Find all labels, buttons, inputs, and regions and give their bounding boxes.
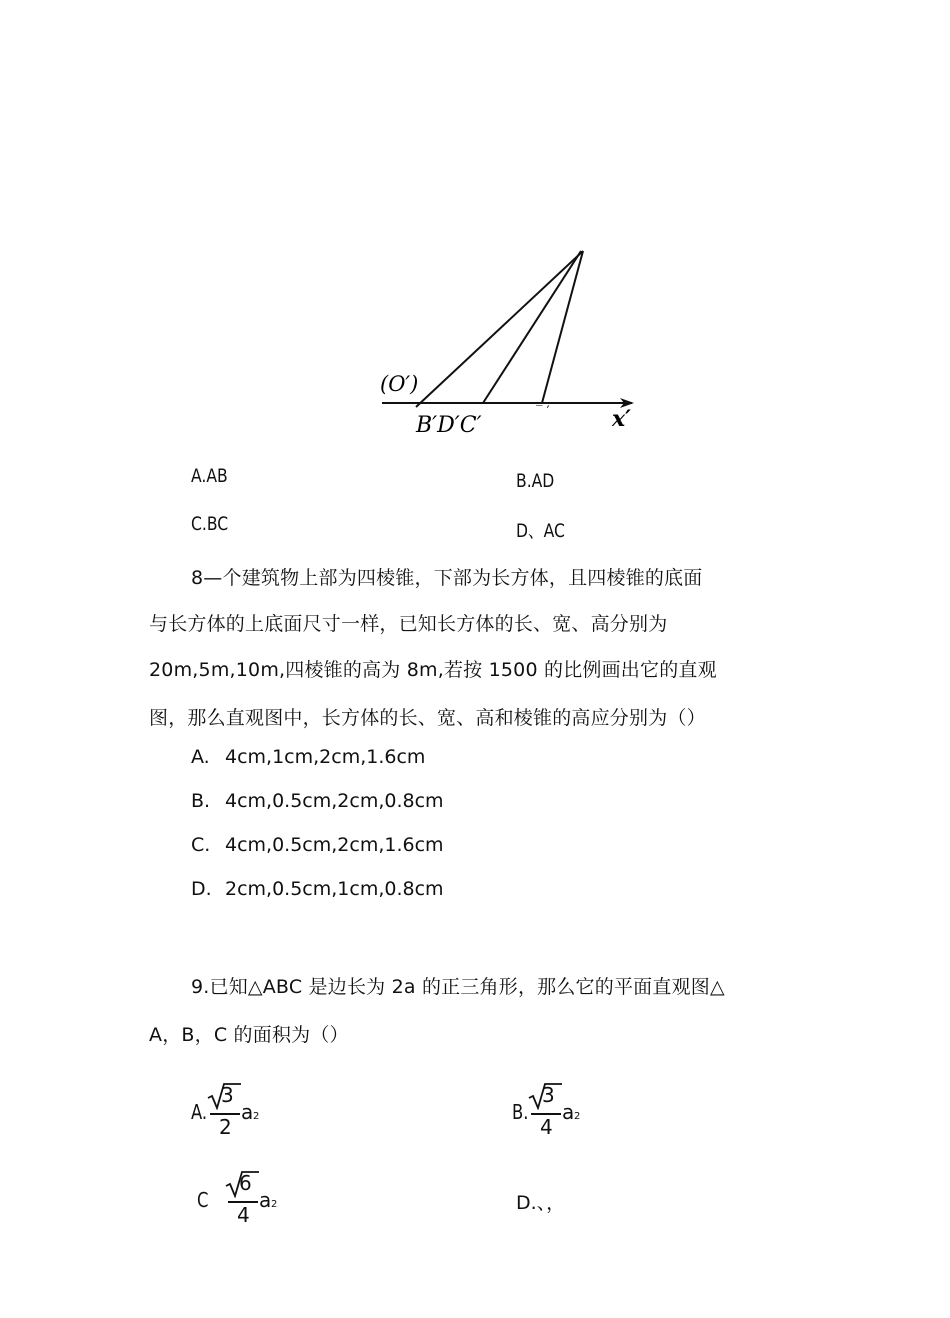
option-letter: D. xyxy=(191,878,212,900)
q9-option-c[interactable] xyxy=(197,1166,287,1228)
q9-option-b[interactable] xyxy=(512,1080,602,1140)
q9-option-d[interactable]: D.、， xyxy=(516,1192,566,1214)
q9-line-1: 9.已知△ABC 是边长为 2a 的正三角形，那么它的平面直观图△ xyxy=(191,976,725,998)
option-text: 4cm,1cm,2cm,1.6cm xyxy=(225,746,426,768)
exponent: 2 xyxy=(271,1199,278,1210)
q7-option-c[interactable]: C.BC xyxy=(191,513,229,535)
option-prefix: A. xyxy=(191,1100,208,1124)
option-text: 4cm,0.5cm,2cm,1.6cm xyxy=(225,834,444,856)
line-from-d xyxy=(483,251,581,403)
line-from-right xyxy=(542,251,583,403)
radicand: 6 xyxy=(239,1171,252,1195)
radicand: 3 xyxy=(542,1083,555,1107)
variable: a xyxy=(241,1100,254,1124)
variable: a xyxy=(562,1100,575,1124)
bottom-point-labels: B′D′C′ xyxy=(416,413,482,438)
radicand: 3 xyxy=(221,1083,234,1107)
q8-option-a[interactable] xyxy=(191,746,426,768)
option-prefix: C xyxy=(197,1188,209,1212)
q8-line-4: 图，那么直观图中，长方体的长、宽、高和棱锥的高应分别为（） xyxy=(149,707,706,729)
q8-option-b[interactable] xyxy=(191,790,444,812)
q7-option-d[interactable]: D、AC xyxy=(516,520,565,542)
denominator: 4 xyxy=(540,1115,553,1139)
exponent: 2 xyxy=(574,1111,581,1122)
q7-option-b[interactable]: B.AD xyxy=(516,470,555,492)
oblique-axis-figure xyxy=(370,245,650,445)
option-prefix: B. xyxy=(512,1100,529,1124)
q9-line-2: A，B，C 的面积为（） xyxy=(149,1024,349,1046)
variable: a xyxy=(259,1188,272,1212)
q9-option-a[interactable] xyxy=(191,1080,281,1140)
x-axis-label: x′ xyxy=(612,406,631,432)
option-letter: A. xyxy=(191,746,210,768)
q8-line-3: 20m,5m,10m,四棱锥的高为 8m,若按 1500 的比例画出它的直观 xyxy=(149,659,717,681)
q7-option-a[interactable]: A.AB xyxy=(191,465,228,487)
option-letter: C. xyxy=(191,834,211,856)
q8-line-2: 与长方体的上底面尺寸一样，已知长方体的长、宽、高分别为 xyxy=(149,613,668,635)
origin-label: (O′) xyxy=(380,372,419,396)
q8-option-c[interactable] xyxy=(191,834,444,856)
q8-line-1: 8—个建筑物上部为四棱锥，下部为长方体，且四棱锥的底面 xyxy=(191,567,703,589)
right-point-mark: ‾ ′ xyxy=(536,404,550,419)
line-from-origin xyxy=(416,251,583,407)
option-text: 2cm,0.5cm,1cm,0.8cm xyxy=(225,878,444,900)
exponent: 2 xyxy=(253,1111,260,1122)
denominator: 4 xyxy=(237,1203,250,1227)
option-text: 4cm,0.5cm,2cm,0.8cm xyxy=(225,790,444,812)
q8-option-d[interactable] xyxy=(191,878,444,900)
option-letter: B. xyxy=(191,790,211,812)
denominator: 2 xyxy=(219,1115,232,1139)
